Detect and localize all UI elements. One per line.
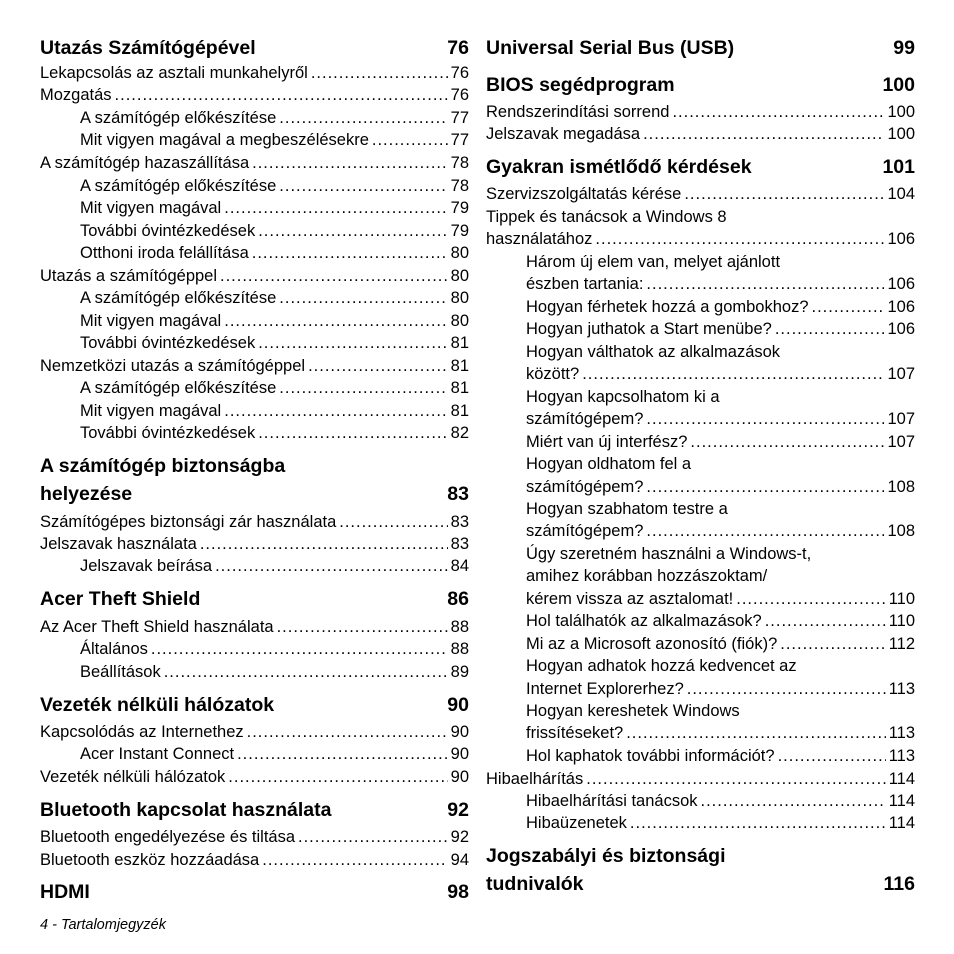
page-footer: 4 - Tartalomjegyzék xyxy=(40,917,166,933)
toc-entry-szamitogepem[interactable] xyxy=(526,476,915,498)
toc-entry-internet-explorerhez[interactable] xyxy=(526,678,915,700)
toc-entry-title: között? xyxy=(526,365,580,383)
toc-entry-page-number: 104 xyxy=(887,185,915,203)
toc-entry-page-number: 78 xyxy=(450,154,469,172)
toc-entry-lekapcsolas-az-asztali-munkahelyrol[interactable] xyxy=(40,62,469,84)
toc-entry-page-number: 106 xyxy=(887,275,915,293)
toc-entry-hasznalatahoz[interactable] xyxy=(486,228,915,250)
toc-entry-szamitogepes-biztonsagi-zar-hasznalata[interactable] xyxy=(40,511,469,533)
toc-entry-page-number: 78 xyxy=(450,177,469,195)
dot-leader xyxy=(237,743,448,765)
dot-leader xyxy=(279,107,447,129)
toc-entry-eszben-tartania[interactable] xyxy=(526,273,915,295)
toc-entry-hogyan-kereshetek-windows[interactable] xyxy=(526,700,915,722)
toc-entry-page-number: 99 xyxy=(893,37,915,59)
toc-entry-otthoni-iroda-felallitasa[interactable] xyxy=(80,242,469,264)
toc-entry-title: Hibaüzenetek xyxy=(526,814,627,832)
toc-entry-a-szamitogep-elokeszitese[interactable] xyxy=(80,107,469,129)
toc-entry-title: További óvintézkedések xyxy=(80,222,256,240)
toc-entry-page-number: 100 xyxy=(887,103,915,121)
toc-entry-hogyan-adhatok-hozza-kedvencet-az[interactable] xyxy=(526,655,915,677)
toc-entry-page-number: 116 xyxy=(883,873,915,895)
toc-entry-hibauzenetek[interactable] xyxy=(526,812,915,834)
toc-entry-title: Számítógépes biztonsági zár használata xyxy=(40,513,337,531)
toc-entry-page-number: 107 xyxy=(887,410,915,428)
toc-entry-page-number: 82 xyxy=(450,424,469,442)
toc-entry-page-number: 77 xyxy=(450,131,469,149)
toc-entry-title: Miért van új interfész? xyxy=(526,433,688,451)
toc-entry-title: A számítógép előkészítése xyxy=(80,177,277,195)
toc-entry-page-number: 108 xyxy=(887,522,915,540)
toc-entry-page-number: 76 xyxy=(450,64,469,82)
toc-entry-a-szamitogep-elokeszitese[interactable] xyxy=(80,287,469,309)
toc-entry-title: Acer Theft Shield xyxy=(40,588,201,610)
toc-entry-title: Hogyan adhatok hozzá kedvencet az xyxy=(526,657,797,675)
toc-entry-title: Nemzetközi utazás a számítógéppel xyxy=(40,357,306,375)
toc-entry-bluetooth-eszkoz-hozzaadasa[interactable] xyxy=(40,849,469,871)
toc-entry-page-number: 76 xyxy=(447,37,469,59)
toc-entry-jelszavak-megadasa[interactable] xyxy=(486,123,915,145)
toc-entry-page-number: 92 xyxy=(447,799,469,821)
toc-entry-page-number: 80 xyxy=(450,312,469,330)
dot-leader xyxy=(258,332,447,354)
dot-leader xyxy=(812,296,885,318)
toc-entry-miert-van-uj-interfesz[interactable] xyxy=(526,431,915,453)
toc-entry-hogyan-kapcsolhatom-ki-a[interactable] xyxy=(526,386,915,408)
toc-entry-title: Hogyan kapcsolhatom ki a xyxy=(526,388,720,406)
toc-entry-bluetooth-engedelyezese-es-tiltasa[interactable] xyxy=(40,826,469,848)
toc-entry-page-number: 90 xyxy=(450,723,469,741)
toc-entry-title: Hibaelhárítás xyxy=(486,770,584,788)
toc-entry-hogyan-szabhatom-testre-a[interactable] xyxy=(526,498,915,520)
dot-leader xyxy=(687,678,886,700)
toc-entry-page-number: 114 xyxy=(888,814,915,832)
dot-leader xyxy=(298,826,448,848)
toc-entry-title: A számítógép előkészítése xyxy=(80,379,277,397)
toc-entry-title: Hol kaphatok további információt? xyxy=(526,747,775,765)
dot-leader xyxy=(279,287,447,309)
dot-leader xyxy=(279,377,447,399)
toc-entry-title: amihez korábban hozzászoktam/ xyxy=(526,567,768,585)
toc-entry-page-number: 80 xyxy=(450,244,469,262)
dot-leader xyxy=(224,197,447,219)
toc-entry-page-number: 106 xyxy=(887,230,915,248)
toc-entry-title: Mozgatás xyxy=(40,86,112,104)
toc-entry-page-number: 81 xyxy=(450,402,469,420)
toc-entry-title: Hogyan szabhatom testre a xyxy=(526,500,728,518)
dot-leader xyxy=(626,722,885,744)
toc-entry-page-number: 113 xyxy=(888,724,915,742)
toc-entry-page-number: 106 xyxy=(887,298,915,316)
toc-entry-title: Internet Explorerhez? xyxy=(526,680,684,698)
toc-entry-title: BIOS segédprogram xyxy=(486,74,675,96)
dot-leader xyxy=(224,310,447,332)
toc-entry-kozott[interactable] xyxy=(526,363,915,385)
dot-leader xyxy=(311,62,448,84)
toc-entry-beallitasok[interactable] xyxy=(80,661,469,683)
toc-entry-universal-serial-bus-usb[interactable] xyxy=(486,34,915,62)
toc-entry-title: kérem vissza az asztalomat! xyxy=(526,590,734,608)
dot-leader xyxy=(224,400,447,422)
toc-entry-mit-vigyen-magaval[interactable] xyxy=(80,400,469,422)
toc-entry-title: Jelszavak megadása xyxy=(486,125,641,143)
toc-entry-title: Mit vigyen magával xyxy=(80,199,222,217)
toc-entry-title: Jogszabályi és biztonsági xyxy=(486,845,726,867)
toc-entry-utazas-szamitogepevel[interactable] xyxy=(40,34,469,62)
toc-entry-page-number: 100 xyxy=(887,125,915,143)
toc-entry-kapcsolodas-az-internethez[interactable] xyxy=(40,721,469,743)
toc-entry-title: Hogyan férhetek hozzá a gombokhoz? xyxy=(526,298,809,316)
toc-entry-vezetek-nelkuli-halozatok[interactable] xyxy=(40,766,469,788)
toc-entry-title: Hogyan válthatok az alkalmazások xyxy=(526,343,781,361)
dot-leader xyxy=(595,228,884,250)
toc-entry-hibaelharitasi-tanacsok[interactable] xyxy=(526,790,915,812)
toc-entry-mit-vigyen-magaval[interactable] xyxy=(80,310,469,332)
toc-entry-frissiteseket[interactable] xyxy=(526,722,915,744)
toc-entry-title: Utazás a számítógéppel xyxy=(40,267,218,285)
toc-entry-hol-kaphatok-tovabbi-informaciot[interactable] xyxy=(526,745,915,767)
toc-entry-title: Hogyan juthatok a Start menübe? xyxy=(526,320,772,338)
toc-entry-gyakran-ismetlodo-kerdesek[interactable] xyxy=(486,153,915,181)
toc-entry-page-number: 98 xyxy=(447,881,469,903)
toc-entry-title: Rendszerindítási sorrend xyxy=(486,103,670,121)
toc-entry-page-number: 107 xyxy=(887,433,915,451)
toc-entry-page-number: 113 xyxy=(888,747,915,765)
toc-entry-title: Szervizszolgáltatás kérése xyxy=(486,185,682,203)
dot-leader xyxy=(646,520,884,542)
toc-entry-vezetek-nelkuli-halozatok[interactable] xyxy=(40,691,469,719)
toc-entry-harom-uj-elem-van-melyet-ajanlott[interactable] xyxy=(526,251,915,273)
toc-entry-title: A számítógép előkészítése xyxy=(80,289,277,307)
toc-entry-title: tudnivalók xyxy=(486,873,584,895)
toc-entry-title: Otthoni iroda felállítása xyxy=(80,244,249,262)
toc-entry-hol-talalhatok-az-alkalmazasok[interactable] xyxy=(526,610,915,632)
toc-entry-page-number: 86 xyxy=(447,588,469,610)
toc-entry-page-number: 79 xyxy=(450,199,469,217)
toc-entry-page-number: 83 xyxy=(450,513,469,531)
toc-entry-page-number: 81 xyxy=(450,334,469,352)
toc-entry-title: Universal Serial Bus (USB) xyxy=(486,37,735,59)
toc-entry-page-number: 89 xyxy=(450,663,469,681)
dot-leader xyxy=(258,422,447,444)
dot-leader xyxy=(643,123,884,145)
dot-leader xyxy=(775,318,885,340)
toc-entry-tovabbi-ovintezkedesek[interactable] xyxy=(80,220,469,242)
toc-entry-title: Hol találhatók az alkalmazások? xyxy=(526,612,762,630)
toc-entry-title: Hibaelhárítási tanácsok xyxy=(526,792,698,810)
dot-leader xyxy=(247,721,448,743)
toc-entry-title: számítógépem? xyxy=(526,478,644,496)
toc-entry-jelszavak-beirasa[interactable] xyxy=(80,555,469,577)
toc-entry-a-szamitogep-elokeszitese[interactable] xyxy=(80,175,469,197)
toc-entry-page-number: 107 xyxy=(887,365,915,383)
toc-entry-title: számítógépem? xyxy=(526,410,644,428)
toc-entry-az-acer-theft-shield-hasznalata[interactable] xyxy=(40,616,469,638)
toc-entry-title: Vezeték nélküli hálózatok xyxy=(40,694,275,716)
toc-entry-page-number: 81 xyxy=(450,379,469,397)
dot-leader xyxy=(372,129,448,151)
dot-leader xyxy=(339,511,447,533)
toc-entry-title: A számítógép előkészítése xyxy=(80,109,277,127)
toc-entry-szamitogepem[interactable] xyxy=(526,408,915,430)
dot-leader xyxy=(115,84,448,106)
toc-entry-title: Általános xyxy=(80,640,148,658)
toc-entry-utazas-a-szamitogeppel[interactable] xyxy=(40,265,469,287)
toc-entry-szervizszolgaltatas-kerese[interactable] xyxy=(486,183,915,205)
toc-entry-jelszavak-hasznalata[interactable] xyxy=(40,533,469,555)
toc-entry-jogszabalyi-es-biztonsagi[interactable] xyxy=(486,842,915,870)
toc-entry-title: Kapcsolódás az Internethez xyxy=(40,723,244,741)
toc-entry-title: Mit vigyen magával a megbeszélésekre xyxy=(80,131,369,149)
toc-entry-title: észben tartania: xyxy=(526,275,644,293)
toc-entry-a-szamitogep-biztonsagba[interactable] xyxy=(40,452,469,480)
toc-entry-title: Mi az a Microsoft azonosító (fiók)? xyxy=(526,635,778,653)
dot-leader xyxy=(215,555,448,577)
toc-entry-page-number: 114 xyxy=(888,770,915,788)
toc-entry-page-number: 83 xyxy=(447,483,469,505)
toc-entry-title: Gyakran ismétlődő kérdések xyxy=(486,156,752,178)
dot-leader xyxy=(277,616,448,638)
toc-entry-hogyan-oldhatom-fel-a[interactable] xyxy=(526,453,915,475)
toc-entry-page-number: 80 xyxy=(450,267,469,285)
toc-entry-mit-vigyen-magaval[interactable] xyxy=(80,197,469,219)
toc-entry-page-number: 108 xyxy=(887,478,915,496)
toc-entry-a-szamitogep-hazaszallitasa[interactable] xyxy=(40,152,469,174)
toc-entry-tudnivalok[interactable] xyxy=(486,870,915,898)
toc-entry-page-number: 77 xyxy=(450,109,469,127)
toc-entry-title: Acer Instant Connect xyxy=(80,745,235,763)
toc-entry-page-number: 88 xyxy=(450,618,469,636)
dot-leader xyxy=(646,476,884,498)
dot-leader xyxy=(252,242,448,264)
dot-leader xyxy=(672,101,884,123)
toc-entry-amihez-korabban-hozzaszoktam[interactable] xyxy=(526,565,915,587)
dot-leader xyxy=(308,355,448,377)
toc-entry-tovabbi-ovintezkedesek[interactable] xyxy=(80,332,469,354)
toc-entry-acer-instant-connect[interactable] xyxy=(80,743,469,765)
toc-entry-title: frissítéseket? xyxy=(526,724,624,742)
toc-entry-title: További óvintézkedések xyxy=(80,334,256,352)
toc-entry-title: Bluetooth kapcsolat használata xyxy=(40,799,332,821)
toc-entry-title: Utazás Számítógépével xyxy=(40,37,256,59)
dot-leader xyxy=(586,768,885,790)
dot-leader xyxy=(630,812,886,834)
toc-entry-title: Lekapcsolás az asztali munkahelyről xyxy=(40,64,308,82)
toc-entry-tippek-es-tanacsok-a-windows-8[interactable] xyxy=(486,206,915,228)
toc-entry-page-number: 94 xyxy=(450,851,469,869)
toc-entry-page-number: 76 xyxy=(450,86,469,104)
toc-entry-bluetooth-kapcsolat-hasznalata[interactable] xyxy=(40,796,469,824)
toc-entry-kerem-vissza-az-asztalomat[interactable] xyxy=(526,588,915,610)
dot-leader xyxy=(778,745,886,767)
dot-leader xyxy=(252,152,448,174)
toc-entry-hibaelharitas[interactable] xyxy=(486,768,915,790)
toc-entry-a-szamitogep-elokeszitese[interactable] xyxy=(80,377,469,399)
dot-leader xyxy=(262,849,447,871)
toc-entry-hogyan-juthatok-a-start-menube[interactable] xyxy=(526,318,915,340)
toc-entry-title: Bluetooth eszköz hozzáadása xyxy=(40,851,260,869)
dot-leader xyxy=(701,790,886,812)
toc-entry-page-number: 92 xyxy=(450,828,469,846)
toc-entry-page-number: 90 xyxy=(450,745,469,763)
toc-entry-title: További óvintézkedések xyxy=(80,424,256,442)
toc-entry-page-number: 90 xyxy=(447,694,469,716)
toc-entry-altalanos[interactable] xyxy=(80,638,469,660)
toc-entry-title: Tippek és tanácsok a Windows 8 xyxy=(486,208,727,226)
toc-entry-title: használatához xyxy=(486,230,593,248)
dot-leader xyxy=(690,431,884,453)
toc-entry-szamitogepem[interactable] xyxy=(526,520,915,542)
dot-leader xyxy=(279,175,447,197)
toc-entry-title: Hogyan oldhatom fel a xyxy=(526,455,692,473)
dot-leader xyxy=(164,661,448,683)
dot-leader xyxy=(646,273,884,295)
toc-entry-hogyan-ferhetek-hozza-a-gombokhoz[interactable] xyxy=(526,296,915,318)
dot-leader xyxy=(200,533,448,555)
dot-leader xyxy=(780,633,885,655)
toc-entry-page-number: 110 xyxy=(888,612,915,630)
dot-leader xyxy=(220,265,448,287)
toc-entry-page-number: 101 xyxy=(882,156,915,178)
toc-entry-page-number: 83 xyxy=(450,535,469,553)
toc-entry-page-number: 114 xyxy=(888,792,915,810)
toc-entry-page-number: 110 xyxy=(888,590,915,608)
toc-entry-page-number: 100 xyxy=(882,74,915,96)
toc-entry-title: számítógépem? xyxy=(526,522,644,540)
toc-entry-hogyan-valthatok-az-alkalmazasok[interactable] xyxy=(526,341,915,363)
toc-entry-acer-theft-shield[interactable] xyxy=(40,585,469,613)
dot-leader xyxy=(151,638,448,660)
dot-leader xyxy=(228,766,447,788)
toc-entry-title: Mit vigyen magával xyxy=(80,312,222,330)
toc-entry-mozgatas[interactable] xyxy=(40,84,469,106)
toc-entry-title: Bluetooth engedélyezése és tiltása xyxy=(40,828,296,846)
toc-entry-tovabbi-ovintezkedesek[interactable] xyxy=(80,422,469,444)
toc-entry-page-number: 79 xyxy=(450,222,469,240)
toc-entry-title: HDMI xyxy=(40,881,90,903)
toc-entry-bios-segedprogram[interactable] xyxy=(486,71,915,99)
toc-entry-title: A számítógép hazaszállítása xyxy=(40,154,250,172)
dot-leader xyxy=(736,588,885,610)
toc-entry-hdmi[interactable] xyxy=(40,878,469,906)
toc-entry-nemzetkozi-utazas-a-szamitogeppel[interactable] xyxy=(40,355,469,377)
dot-leader xyxy=(646,408,884,430)
toc-entry-mi-az-a-microsoft-azonosito-fiok[interactable] xyxy=(526,633,915,655)
toc-entry-mit-vigyen-magaval-a-megbeszelesekre[interactable] xyxy=(80,129,469,151)
toc-entry-page-number: 106 xyxy=(887,320,915,338)
toc-entry-page-number: 84 xyxy=(450,557,469,575)
toc-entry-page-number: 81 xyxy=(450,357,469,375)
dot-leader xyxy=(258,220,447,242)
toc-entry-title: Jelszavak beírása xyxy=(80,557,213,575)
toc-entry-title: Vezeték nélküli hálózatok xyxy=(40,768,226,786)
toc-entry-title: Az Acer Theft Shield használata xyxy=(40,618,274,636)
dot-leader xyxy=(684,183,884,205)
toc-entry-page-number: 90 xyxy=(450,768,469,786)
dot-leader xyxy=(582,363,884,385)
toc-entry-page-number: 113 xyxy=(888,680,915,698)
toc-entry-title: Úgy szeretném használni a Windows-t, xyxy=(526,545,812,563)
toc-entry-page-number: 80 xyxy=(450,289,469,307)
toc-entry-rendszerinditasi-sorrend[interactable] xyxy=(486,101,915,123)
toc-entry-title: Beállítások xyxy=(80,663,161,681)
toc-entry-title: helyezése xyxy=(40,483,133,505)
toc-entry-title: Mit vigyen magával xyxy=(80,402,222,420)
toc-entry-title: Jelszavak használata xyxy=(40,535,197,553)
toc-entry-page-number: 112 xyxy=(888,635,915,653)
toc-entry-title: A számítógép biztonságba xyxy=(40,455,286,477)
dot-leader xyxy=(765,610,886,632)
toc-entry-ugy-szeretnem-hasznalni-a-windows-t[interactable] xyxy=(526,543,915,565)
toc-entry-title: Hogyan kereshetek Windows xyxy=(526,702,740,720)
toc-entry-title: Három új elem van, melyet ajánlott xyxy=(526,253,781,271)
toc-entry-page-number: 88 xyxy=(450,640,469,658)
toc-entry-helyezese[interactable] xyxy=(40,480,469,508)
